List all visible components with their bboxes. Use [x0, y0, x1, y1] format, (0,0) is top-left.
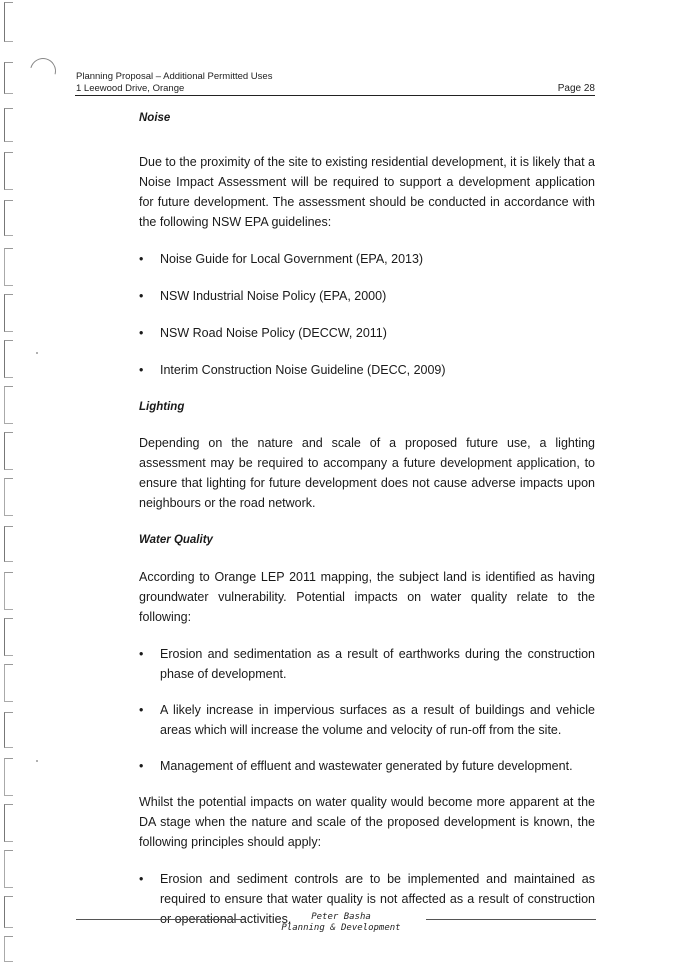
lighting-body: Depending on the nature and scale of a proposed future use, a lighting assessment may be required to accompany a future development application, to ensure that lighting for future development does not cause adverse impacts upon neighbours or the road network.	[139, 436, 595, 510]
binding-mark	[4, 758, 13, 796]
binding-mark	[4, 850, 13, 888]
heading-water-quality: Water Quality	[139, 534, 213, 546]
binding-mark	[4, 108, 13, 142]
list-item: • NSW Industrial Noise Policy (EPA, 2000)	[139, 286, 595, 306]
bullet-icon: •	[139, 703, 144, 717]
footer-author: Peter Basha	[311, 912, 371, 922]
heading-lighting: Lighting	[139, 401, 185, 413]
header-rule	[75, 95, 595, 96]
bullet-icon: •	[139, 872, 144, 886]
bullet-icon: •	[139, 759, 144, 773]
list-item: • Management of effluent and wastewater generated by future development.	[139, 756, 595, 776]
binding-mark	[4, 2, 13, 42]
binding-mark	[4, 152, 13, 190]
list-item: • Interim Construction Noise Guideline (DECC, 2009)	[139, 360, 595, 380]
header-title: Planning Proposal – Additional Permitted Uses	[76, 71, 273, 82]
footer-rule-left	[76, 919, 246, 920]
binding-mark	[4, 62, 13, 94]
binding-mark	[4, 248, 13, 286]
scan-speck	[36, 760, 38, 762]
binding-mark	[4, 804, 13, 842]
water-impact-list	[139, 644, 595, 776]
binding-edge	[0, 0, 24, 962]
scan-speck	[36, 352, 38, 354]
page-footer	[241, 912, 441, 934]
bullet-icon: •	[139, 363, 144, 377]
list-item: • Noise Guide for Local Government (EPA, 2013)	[139, 249, 595, 269]
binding-mark	[4, 936, 13, 962]
binding-mark	[4, 386, 13, 424]
binding-mark	[4, 200, 13, 236]
list-item: • Erosion and sediment controls are to be implemented and maintained as required to ensure that water quality is not affected as a result of construction or operational activities.	[139, 869, 595, 929]
binding-mark	[4, 664, 13, 702]
noise-guideline-list	[139, 249, 595, 380]
header-address: 1 Leewood Drive, Orange	[76, 83, 185, 94]
water-intro: According to Orange LEP 2011 mapping, the subject land is identified as having groundwater vulnerability. Potential impacts on water quality relate to the following:	[139, 570, 595, 624]
binding-mark	[4, 896, 13, 928]
page-number: Page 28	[557, 83, 595, 94]
footer-rule-right	[426, 919, 596, 920]
binding-mark	[4, 294, 13, 332]
binding-mark	[4, 478, 13, 516]
list-item: • A likely increase in impervious surfaces as a result of buildings and vehicle areas which will increase the volume and velocity of run-off from the site.	[139, 700, 595, 740]
binding-mark	[4, 618, 13, 656]
principles-intro: Whilst the potential impacts on water quality would become more apparent at the DA stage when the nature and scale of the proposed development is known, the following principles should apply:	[139, 795, 595, 849]
heading-noise: Noise	[139, 112, 171, 124]
bullet-icon: •	[139, 326, 144, 340]
punch-hole-mark	[25, 53, 61, 89]
bullet-icon: •	[139, 252, 144, 266]
binding-mark	[4, 712, 13, 748]
page-header	[76, 71, 595, 95]
binding-mark	[4, 340, 13, 378]
bullet-icon: •	[139, 289, 144, 303]
noise-intro: Due to the proximity of the site to existing residential development, it is likely that a Noise Impact Assessment will be required to support a development application for future development. The assessment should be conducted in accordance with the following NSW EPA guidelines:	[139, 155, 595, 229]
bullet-icon: •	[139, 647, 144, 661]
footer-company: Planning & Development	[281, 923, 401, 933]
binding-mark	[4, 526, 13, 562]
binding-mark	[4, 432, 13, 470]
list-item: • Erosion and sedimentation as a result of earthworks during the construction phase of development.	[139, 644, 595, 684]
binding-mark	[4, 572, 13, 610]
page-body	[139, 108, 595, 929]
list-item: • NSW Road Noise Policy (DECCW, 2011)	[139, 323, 595, 343]
